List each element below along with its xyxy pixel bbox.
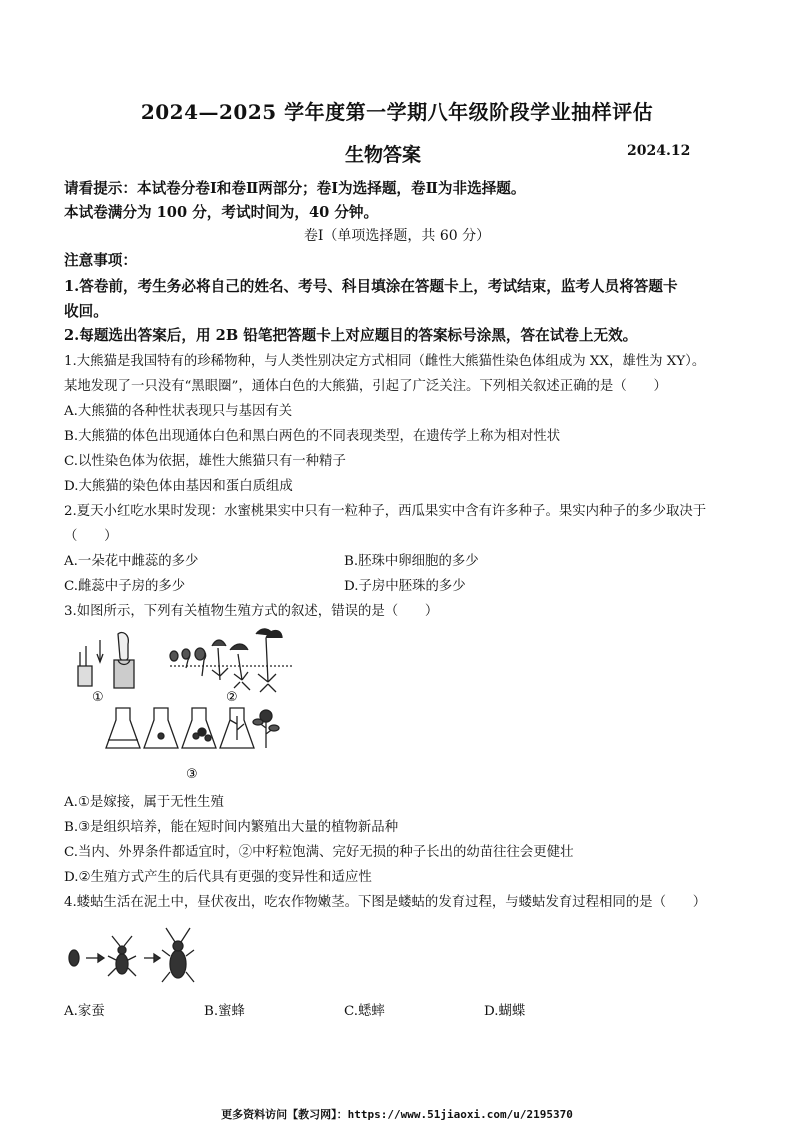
q1-option-b: B.大熊猫的体色出现通体白色和黑白两色的不同表现类型，在遗传学上称为相对性状: [64, 429, 561, 444]
intro-line-2: 本试卷满分为 100 分，考试时间为，40 分钟。: [64, 204, 379, 221]
q2-option-b: B.胚珠中卵细胞的多少: [344, 554, 479, 569]
plant-reproduction-figure: [70, 624, 300, 782]
figure-label-3: ③: [186, 767, 198, 782]
tissue-culture-illustration: [106, 708, 279, 748]
q3-option-c: C.当内、外界条件都适宜时，②中籽粒饱满、完好无损的种子长出的幼苗往往会更健壮: [64, 845, 574, 860]
q2-option-c: C.雌蕊中子房的多少: [64, 579, 186, 594]
subtitle-row: [0, 140, 794, 164]
q3-option-a: A.①是嫁接，属于无性生殖: [64, 795, 224, 810]
notes-title: 注意事项：: [64, 252, 137, 269]
q2-option-a: A.一朵花中雌蕊的多少: [64, 554, 199, 569]
q1-stem-line-1: 1.大熊猫是我国特有的珍稀物种，与人类性别决定方式相同（雌性大熊猫性染色体组成为 XX，雄性为 XY）。: [64, 354, 706, 369]
q1-option-c: C.以性染色体为依据，雄性大熊猫只有一种精子: [64, 454, 346, 469]
q2-stem-line-1: 2.夏天小红吃水果时发现：水蜜桃果实中只有一粒种子，西瓜果实中含有许多种子。果实内种子的多少取决于: [64, 504, 707, 519]
note-2: 2.每题选出答案后，用 2B 铅笔把答题卡上对应题目的答案标号涂黑，答在试卷上无效。: [64, 327, 638, 344]
q4-option-d: D.蝴蝶: [484, 1004, 526, 1019]
q4-stem: 4.蝼蛄生活在泥土中，昼伏夜出，吃农作物嫩茎。下图是蝼蛄的发育过程，与蝼蛄发育过程相同的是（ ）: [64, 895, 707, 910]
q1-option-d: D.大熊猫的染色体由基因和蛋白质组成: [64, 479, 293, 494]
q4-option-c: C.蟋蟀: [344, 1004, 385, 1019]
q1-option-a: A.大熊猫的各种性状表现只与基因有关: [64, 404, 293, 419]
exam-date: 2024.12: [627, 143, 691, 159]
nymph-icon: [108, 936, 136, 976]
grafting-illustration: [78, 632, 134, 688]
figure-label-2: ②: [226, 690, 238, 705]
section-heading: 卷Ⅰ（单项选择题，共 60 分）: [303, 228, 491, 244]
mole-cricket-development-figure: [64, 922, 196, 988]
q2-stem-line-2: （ ）: [64, 529, 118, 544]
footer-link[interactable]: 更多资料访问【教习网】：https://www.51jiaoxi.com/u/2195370: [221, 1108, 573, 1121]
egg-icon: [69, 950, 79, 966]
q3-stem: 3.如图所示，下列有关植物生殖方式的叙述，错误的是（ ）: [64, 604, 439, 619]
q3-option-d: D.②生殖方式产生的后代具有更强的变异性和适应性: [64, 870, 372, 885]
q4-option-a: A.家蚕: [64, 1004, 105, 1019]
note-1-line-a: 1.答卷前，考生务必将自己的姓名、考号、科目填涂在答题卡上，考试结束，监考人员将答题卡: [64, 278, 678, 295]
q3-option-b: B.③是组织培养，能在短时间内繁殖出大量的植物新品种: [64, 820, 399, 835]
intro-line-1: 请看提示：本试卷分卷Ⅰ和卷Ⅱ两部分；卷Ⅰ为选择题，卷Ⅱ为非选择题。: [64, 180, 526, 197]
exam-title: 2024—2025 学年度第一学期八年级阶段学业抽样评估: [140, 100, 654, 124]
figure-label-1: ①: [92, 690, 104, 705]
q4-option-b: B.蜜蜂: [204, 1004, 245, 1019]
seed-germination-illustration: [170, 629, 292, 692]
adult-insect-icon: [162, 928, 194, 982]
q2-option-d: D.子房中胚珠的多少: [344, 579, 466, 594]
subject-subtitle: 生物答案: [345, 144, 422, 166]
note-1-line-b: 收回。: [64, 303, 108, 320]
q1-stem-line-2: 某地发现了一只没有“黑眼圈”，通体白色的大熊猫，引起了广泛关注。下列相关叙述正确的是（ ）: [64, 379, 667, 394]
